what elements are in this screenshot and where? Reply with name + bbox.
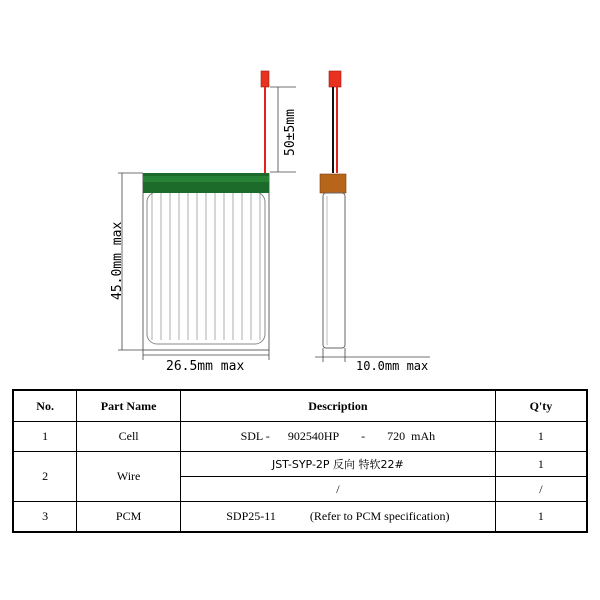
row-qty: / — [495, 477, 587, 502]
front-cell-view — [143, 173, 269, 350]
dim-width-label: 26.5mm max — [166, 359, 245, 374]
row-qty: 1 — [495, 452, 587, 477]
desc-part-2: 902540HP — [287, 429, 340, 443]
header-description: Description — [180, 390, 495, 422]
row-no: 1 — [13, 422, 77, 452]
dim-wire-length-label: 50±5mm — [283, 109, 298, 156]
table-row — [13, 422, 587, 452]
row-qty: 1 — [495, 422, 587, 452]
desc-part-1: SDP25-11 — [226, 509, 276, 523]
row-part: PCM — [77, 502, 181, 533]
row-no: 3 — [13, 502, 77, 533]
front-wire-assembly — [261, 71, 269, 173]
row-description — [180, 422, 495, 452]
side-cell-body — [323, 193, 345, 348]
table-row — [13, 452, 587, 477]
row-description — [180, 502, 495, 533]
front-connector — [261, 71, 269, 87]
row-qty: 1 — [495, 502, 587, 533]
side-pcm — [320, 174, 346, 193]
side-connector — [329, 71, 341, 87]
table-header-row — [13, 390, 587, 422]
row-no: 2 — [13, 452, 77, 502]
dim-thickness-label: 10.0mm max — [356, 359, 429, 373]
table-row — [13, 502, 587, 533]
side-view — [320, 71, 346, 348]
header-no: No. — [13, 390, 77, 422]
parts-table — [12, 389, 588, 533]
row-description: JST-SYP-2P 反向 特软22# — [180, 452, 495, 477]
desc-part-4: 720 mAh — [387, 429, 436, 443]
desc-part-1: SDL - — [240, 429, 270, 443]
row-part: Wire — [77, 452, 181, 502]
desc-part-2: (Refer to PCM specification) — [309, 509, 450, 523]
row-part: Cell — [77, 422, 181, 452]
desc-part-3: - — [361, 429, 366, 443]
pcm-board-highlight — [143, 176, 269, 182]
dim-height-label: 45.0mm max — [110, 221, 125, 300]
header-part-name: Part Name — [77, 390, 181, 422]
row-description: / — [180, 477, 495, 502]
header-qty: Q'ty — [495, 390, 587, 422]
